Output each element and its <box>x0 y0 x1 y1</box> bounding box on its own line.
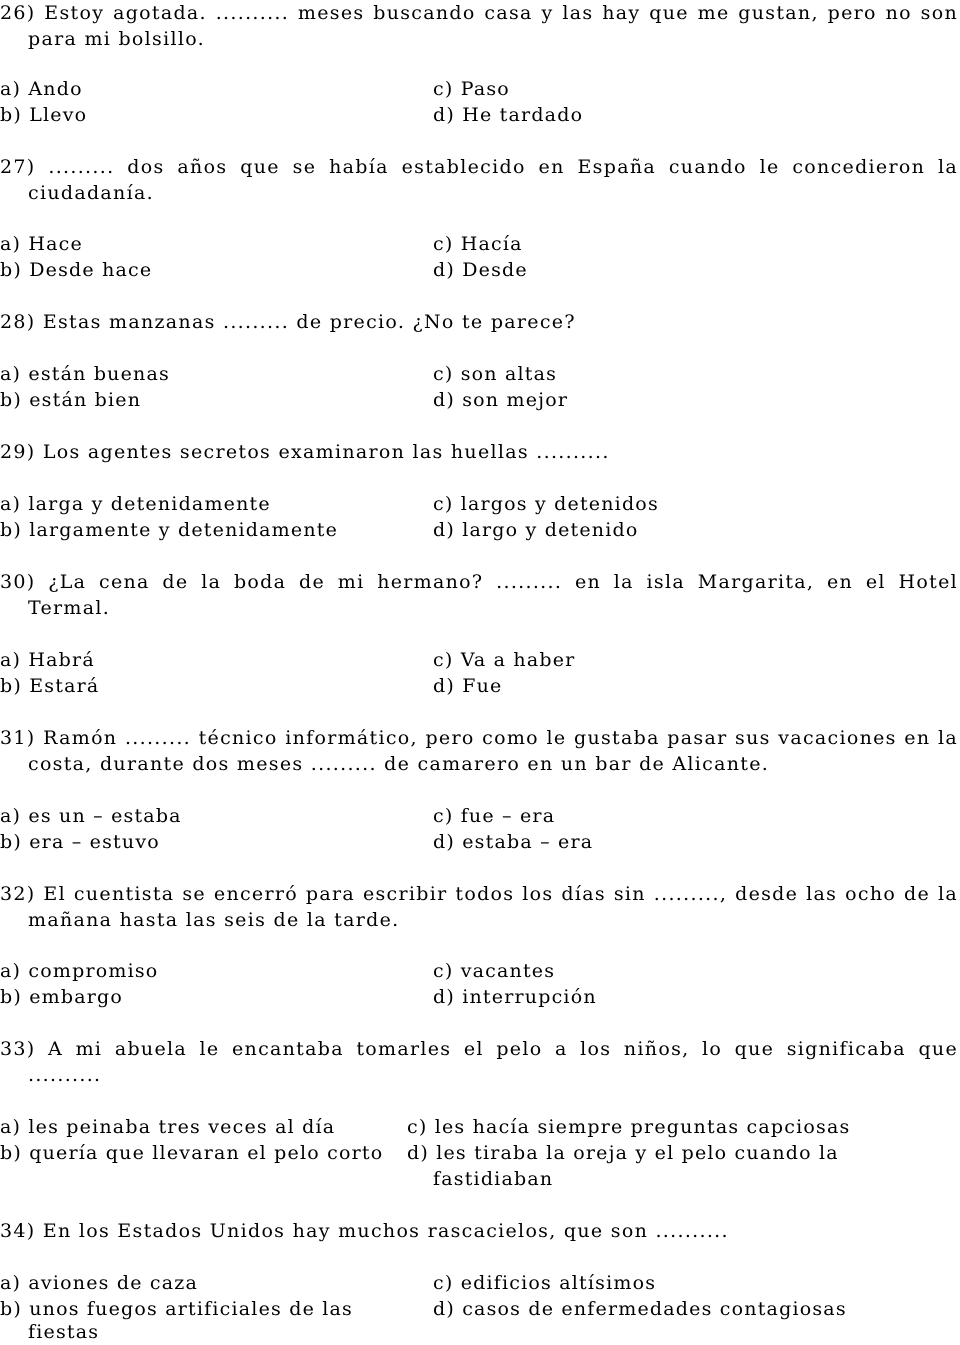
option-a: a) les peinaba tres veces al día <box>0 1116 336 1138</box>
question-text: Termal. <box>28 597 111 619</box>
question-text: 33) A mi abuela le encantaba tomarles el pelo a los niños, lo que significaba que <box>0 1038 958 1060</box>
option-a: a) están buenas <box>0 363 170 385</box>
option-d-continuation: fastidiaban <box>433 1168 554 1190</box>
option-b: b) Desde hace <box>0 259 153 281</box>
question-text: 26) Estoy agotada. .......... meses buscando casa y las hay que me gustan, pero no son <box>0 2 958 24</box>
option-b: b) Llevo <box>0 104 88 126</box>
option-b: b) quería que llevaran el pelo corto <box>0 1142 384 1164</box>
option-b: b) están bien <box>0 389 142 411</box>
question-30 <box>0 569 958 621</box>
option-b-continuation: fiestas <box>28 1321 100 1343</box>
option-a: a) Habrá <box>0 649 95 671</box>
option-b: b) largamente y detenidamente <box>0 519 339 541</box>
option-c: c) Va a haber <box>433 649 576 671</box>
question-28 <box>0 309 958 335</box>
option-a: a) larga y detenidamente <box>0 493 271 515</box>
question-26 <box>0 0 958 52</box>
option-c: c) son altas <box>433 363 558 385</box>
option-c: c) vacantes <box>433 960 556 982</box>
option-a: a) aviones de caza <box>0 1272 198 1294</box>
question-text: costa, durante dos meses ......... de camarero en un bar de Alicante. <box>28 753 770 775</box>
question-text: para mi bolsillo. <box>28 28 205 50</box>
question-text: 34) En los Estados Unidos hay muchos rascacielos, que son .......... <box>0 1220 729 1242</box>
question-27 <box>0 154 958 206</box>
option-d: d) Fue <box>433 675 503 697</box>
question-29 <box>0 439 958 465</box>
option-a: a) es un – estaba <box>0 805 182 827</box>
option-d: d) interrupción <box>433 986 597 1008</box>
question-text: 28) Estas manzanas ......... de precio. ¿No te parece? <box>0 311 576 333</box>
option-c: c) fue – era <box>433 805 556 827</box>
option-b: b) unos fuegos artificiales de las <box>0 1298 354 1320</box>
question-33 <box>0 1036 958 1088</box>
option-d: d) largo y detenido <box>433 519 639 541</box>
option-a: a) Ando <box>0 78 83 100</box>
question-32 <box>0 881 958 933</box>
option-c: c) les hacía siempre preguntas capciosas <box>407 1116 851 1138</box>
question-text: 27) ......... dos años que se había establecido en España cuando le concedieron la <box>0 156 958 178</box>
question-text: 30) ¿La cena de la boda de mi hermano? ......... en la isla Margarita, en el Hotel <box>0 571 958 593</box>
question-31 <box>0 725 958 777</box>
question-text: 31) Ramón ......... técnico informático, pero como le gustaba pasar sus vacaciones en la <box>0 727 958 749</box>
option-a: a) compromiso <box>0 960 159 982</box>
option-b: b) embargo <box>0 986 124 1008</box>
option-d: d) casos de enfermedades contagiosas <box>433 1298 847 1320</box>
option-d: d) les tiraba la oreja y el pelo cuando la <box>407 1142 839 1164</box>
option-d: d) Desde <box>433 259 528 281</box>
question-text: ciudadanía. <box>28 182 154 204</box>
option-b: b) Estará <box>0 675 100 697</box>
question-text: 32) El cuentista se encerró para escribir todos los días sin ........., desde las ocho de la <box>0 883 958 905</box>
option-b: b) era – estuvo <box>0 831 160 853</box>
option-c: c) Paso <box>433 78 510 100</box>
question-text: 29) Los agentes secretos examinaron las huellas .......... <box>0 441 610 463</box>
option-d: d) estaba – era <box>433 831 594 853</box>
option-c: c) edificios altísimos <box>433 1272 657 1294</box>
option-d: d) son mejor <box>433 389 569 411</box>
option-c: c) Hacía <box>433 233 523 255</box>
option-c: c) largos y detenidos <box>433 493 659 515</box>
question-text: .......... <box>28 1064 102 1086</box>
question-34 <box>0 1218 958 1244</box>
option-a: a) Hace <box>0 233 83 255</box>
question-text: mañana hasta las seis de la tarde. <box>28 909 400 931</box>
option-d: d) He tardado <box>433 104 584 126</box>
